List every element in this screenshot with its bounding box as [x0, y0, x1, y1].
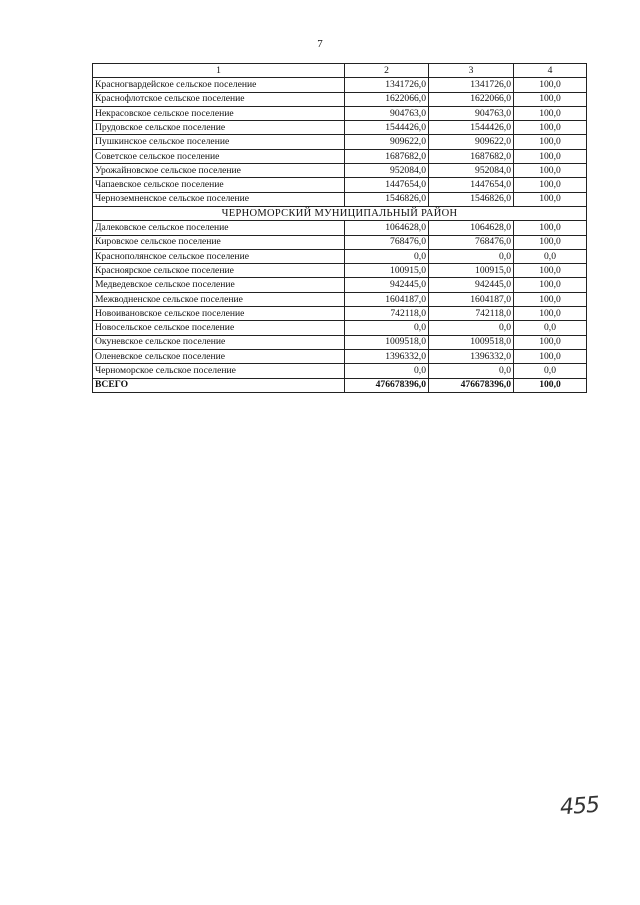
plan-amount-cell: 1009518,0: [345, 335, 429, 349]
actual-amount-cell: 1064628,0: [429, 221, 514, 235]
settlement-name-cell: Красногвардейское сельское поселение: [93, 78, 345, 92]
table-row: [93, 92, 587, 106]
table-header-row: [93, 64, 587, 78]
plan-amount-cell: 0,0: [345, 364, 429, 378]
percent-cell: 100,0: [514, 221, 587, 235]
settlement-name-cell: Урожайновское сельское поселение: [93, 164, 345, 178]
percent-cell: 100,0: [514, 307, 587, 321]
plan-amount-cell: 100915,0: [345, 264, 429, 278]
settlement-name-cell: Краснополянское сельское поселение: [93, 249, 345, 263]
percent-cell: 100,0: [514, 178, 587, 192]
total-actual-amount: 476678396,0: [429, 378, 514, 392]
percent-cell: 100,0: [514, 121, 587, 135]
column-header: 3: [429, 64, 514, 78]
actual-amount-cell: 952084,0: [429, 164, 514, 178]
plan-amount-cell: 1064628,0: [345, 221, 429, 235]
percent-cell: 100,0: [514, 264, 587, 278]
table-row: [93, 321, 587, 335]
plan-amount-cell: 909622,0: [345, 135, 429, 149]
plan-amount-cell: 1546826,0: [345, 192, 429, 206]
actual-amount-cell: 1622066,0: [429, 92, 514, 106]
percent-cell: 0,0: [514, 321, 587, 335]
actual-amount-cell: 100915,0: [429, 264, 514, 278]
percent-cell: 100,0: [514, 149, 587, 163]
plan-amount-cell: 742118,0: [345, 307, 429, 321]
actual-amount-cell: 904763,0: [429, 106, 514, 120]
settlement-name-cell: Медведевское сельское поселение: [93, 278, 345, 292]
section-row: [93, 206, 587, 220]
percent-cell: 100,0: [514, 278, 587, 292]
table-row: [93, 235, 587, 249]
percent-cell: 100,0: [514, 135, 587, 149]
table-body: [93, 64, 587, 393]
percent-cell: 100,0: [514, 292, 587, 306]
table-row: [93, 364, 587, 378]
percent-cell: 100,0: [514, 349, 587, 363]
table-row: [93, 106, 587, 120]
settlement-name-cell: Далековское сельское поселение: [93, 221, 345, 235]
column-header: 2: [345, 64, 429, 78]
plan-amount-cell: 0,0: [345, 249, 429, 263]
total-row: [93, 378, 587, 392]
percent-cell: 100,0: [514, 78, 587, 92]
settlement-name-cell: Советское сельское поселение: [93, 149, 345, 163]
plan-amount-cell: 1687682,0: [345, 149, 429, 163]
budget-table: [92, 63, 587, 393]
actual-amount-cell: 0,0: [429, 321, 514, 335]
section-title: ЧЕРНОМОРСКИЙ МУНИЦИПАЛЬНЫЙ РАЙОН: [93, 206, 587, 220]
plan-amount-cell: 1341726,0: [345, 78, 429, 92]
table-row: [93, 164, 587, 178]
settlement-name-cell: Некрасовское сельское поселение: [93, 106, 345, 120]
percent-cell: 0,0: [514, 364, 587, 378]
settlement-name-cell: Кировское сельское поселение: [93, 235, 345, 249]
percent-cell: 100,0: [514, 335, 587, 349]
actual-amount-cell: 0,0: [429, 249, 514, 263]
actual-amount-cell: 0,0: [429, 364, 514, 378]
actual-amount-cell: 1009518,0: [429, 335, 514, 349]
plan-amount-cell: 0,0: [345, 321, 429, 335]
settlement-name-cell: Межводненское сельское поселение: [93, 292, 345, 306]
total-label: ВСЕГО: [93, 378, 345, 392]
percent-cell: 100,0: [514, 164, 587, 178]
table-row: [93, 178, 587, 192]
settlement-name-cell: Новоивановское сельское поселение: [93, 307, 345, 321]
percent-cell: 100,0: [514, 106, 587, 120]
actual-amount-cell: 1341726,0: [429, 78, 514, 92]
settlement-name-cell: Черноземненское сельское поселение: [93, 192, 345, 206]
actual-amount-cell: 1546826,0: [429, 192, 514, 206]
percent-cell: 100,0: [514, 192, 587, 206]
settlement-name-cell: Окуневское сельское поселение: [93, 335, 345, 349]
table-row: [93, 335, 587, 349]
plan-amount-cell: 768476,0: [345, 235, 429, 249]
settlement-name-cell: Черноморское сельское поселение: [93, 364, 345, 378]
table-row: [93, 307, 587, 321]
percent-cell: 0,0: [514, 249, 587, 263]
table-row: [93, 121, 587, 135]
plan-amount-cell: 952084,0: [345, 164, 429, 178]
handwritten-page-number: 455: [559, 792, 600, 821]
plan-amount-cell: 1396332,0: [345, 349, 429, 363]
actual-amount-cell: 768476,0: [429, 235, 514, 249]
settlement-name-cell: Пушкинское сельское поселение: [93, 135, 345, 149]
settlement-name-cell: Прудовское сельское поселение: [93, 121, 345, 135]
table-row: [93, 264, 587, 278]
actual-amount-cell: 1604187,0: [429, 292, 514, 306]
settlement-name-cell: Красноярское сельское поселение: [93, 264, 345, 278]
settlement-name-cell: Краснофлотское сельское поселение: [93, 92, 345, 106]
page-number: 7: [317, 38, 323, 50]
settlement-name-cell: Новосельское сельское поселение: [93, 321, 345, 335]
actual-amount-cell: 1396332,0: [429, 349, 514, 363]
settlement-name-cell: Оленевское сельское поселение: [93, 349, 345, 363]
table-row: [93, 278, 587, 292]
table-row: [93, 349, 587, 363]
table-row: [93, 135, 587, 149]
column-header: 4: [514, 64, 587, 78]
total-percent: 100,0: [514, 378, 587, 392]
plan-amount-cell: 942445,0: [345, 278, 429, 292]
percent-cell: 100,0: [514, 92, 587, 106]
actual-amount-cell: 1687682,0: [429, 149, 514, 163]
plan-amount-cell: 1604187,0: [345, 292, 429, 306]
actual-amount-cell: 1544426,0: [429, 121, 514, 135]
table-row: [93, 192, 587, 206]
actual-amount-cell: 742118,0: [429, 307, 514, 321]
plan-amount-cell: 904763,0: [345, 106, 429, 120]
actual-amount-cell: 1447654,0: [429, 178, 514, 192]
plan-amount-cell: 1447654,0: [345, 178, 429, 192]
settlement-name-cell: Чапаевское сельское поселение: [93, 178, 345, 192]
plan-amount-cell: 1544426,0: [345, 121, 429, 135]
table-row: [93, 249, 587, 263]
actual-amount-cell: 942445,0: [429, 278, 514, 292]
table-row: [93, 149, 587, 163]
actual-amount-cell: 909622,0: [429, 135, 514, 149]
plan-amount-cell: 1622066,0: [345, 92, 429, 106]
table-row: [93, 221, 587, 235]
total-plan-amount: 476678396,0: [345, 378, 429, 392]
table-row: [93, 292, 587, 306]
percent-cell: 100,0: [514, 235, 587, 249]
column-header: 1: [93, 64, 345, 78]
table-row: [93, 78, 587, 92]
